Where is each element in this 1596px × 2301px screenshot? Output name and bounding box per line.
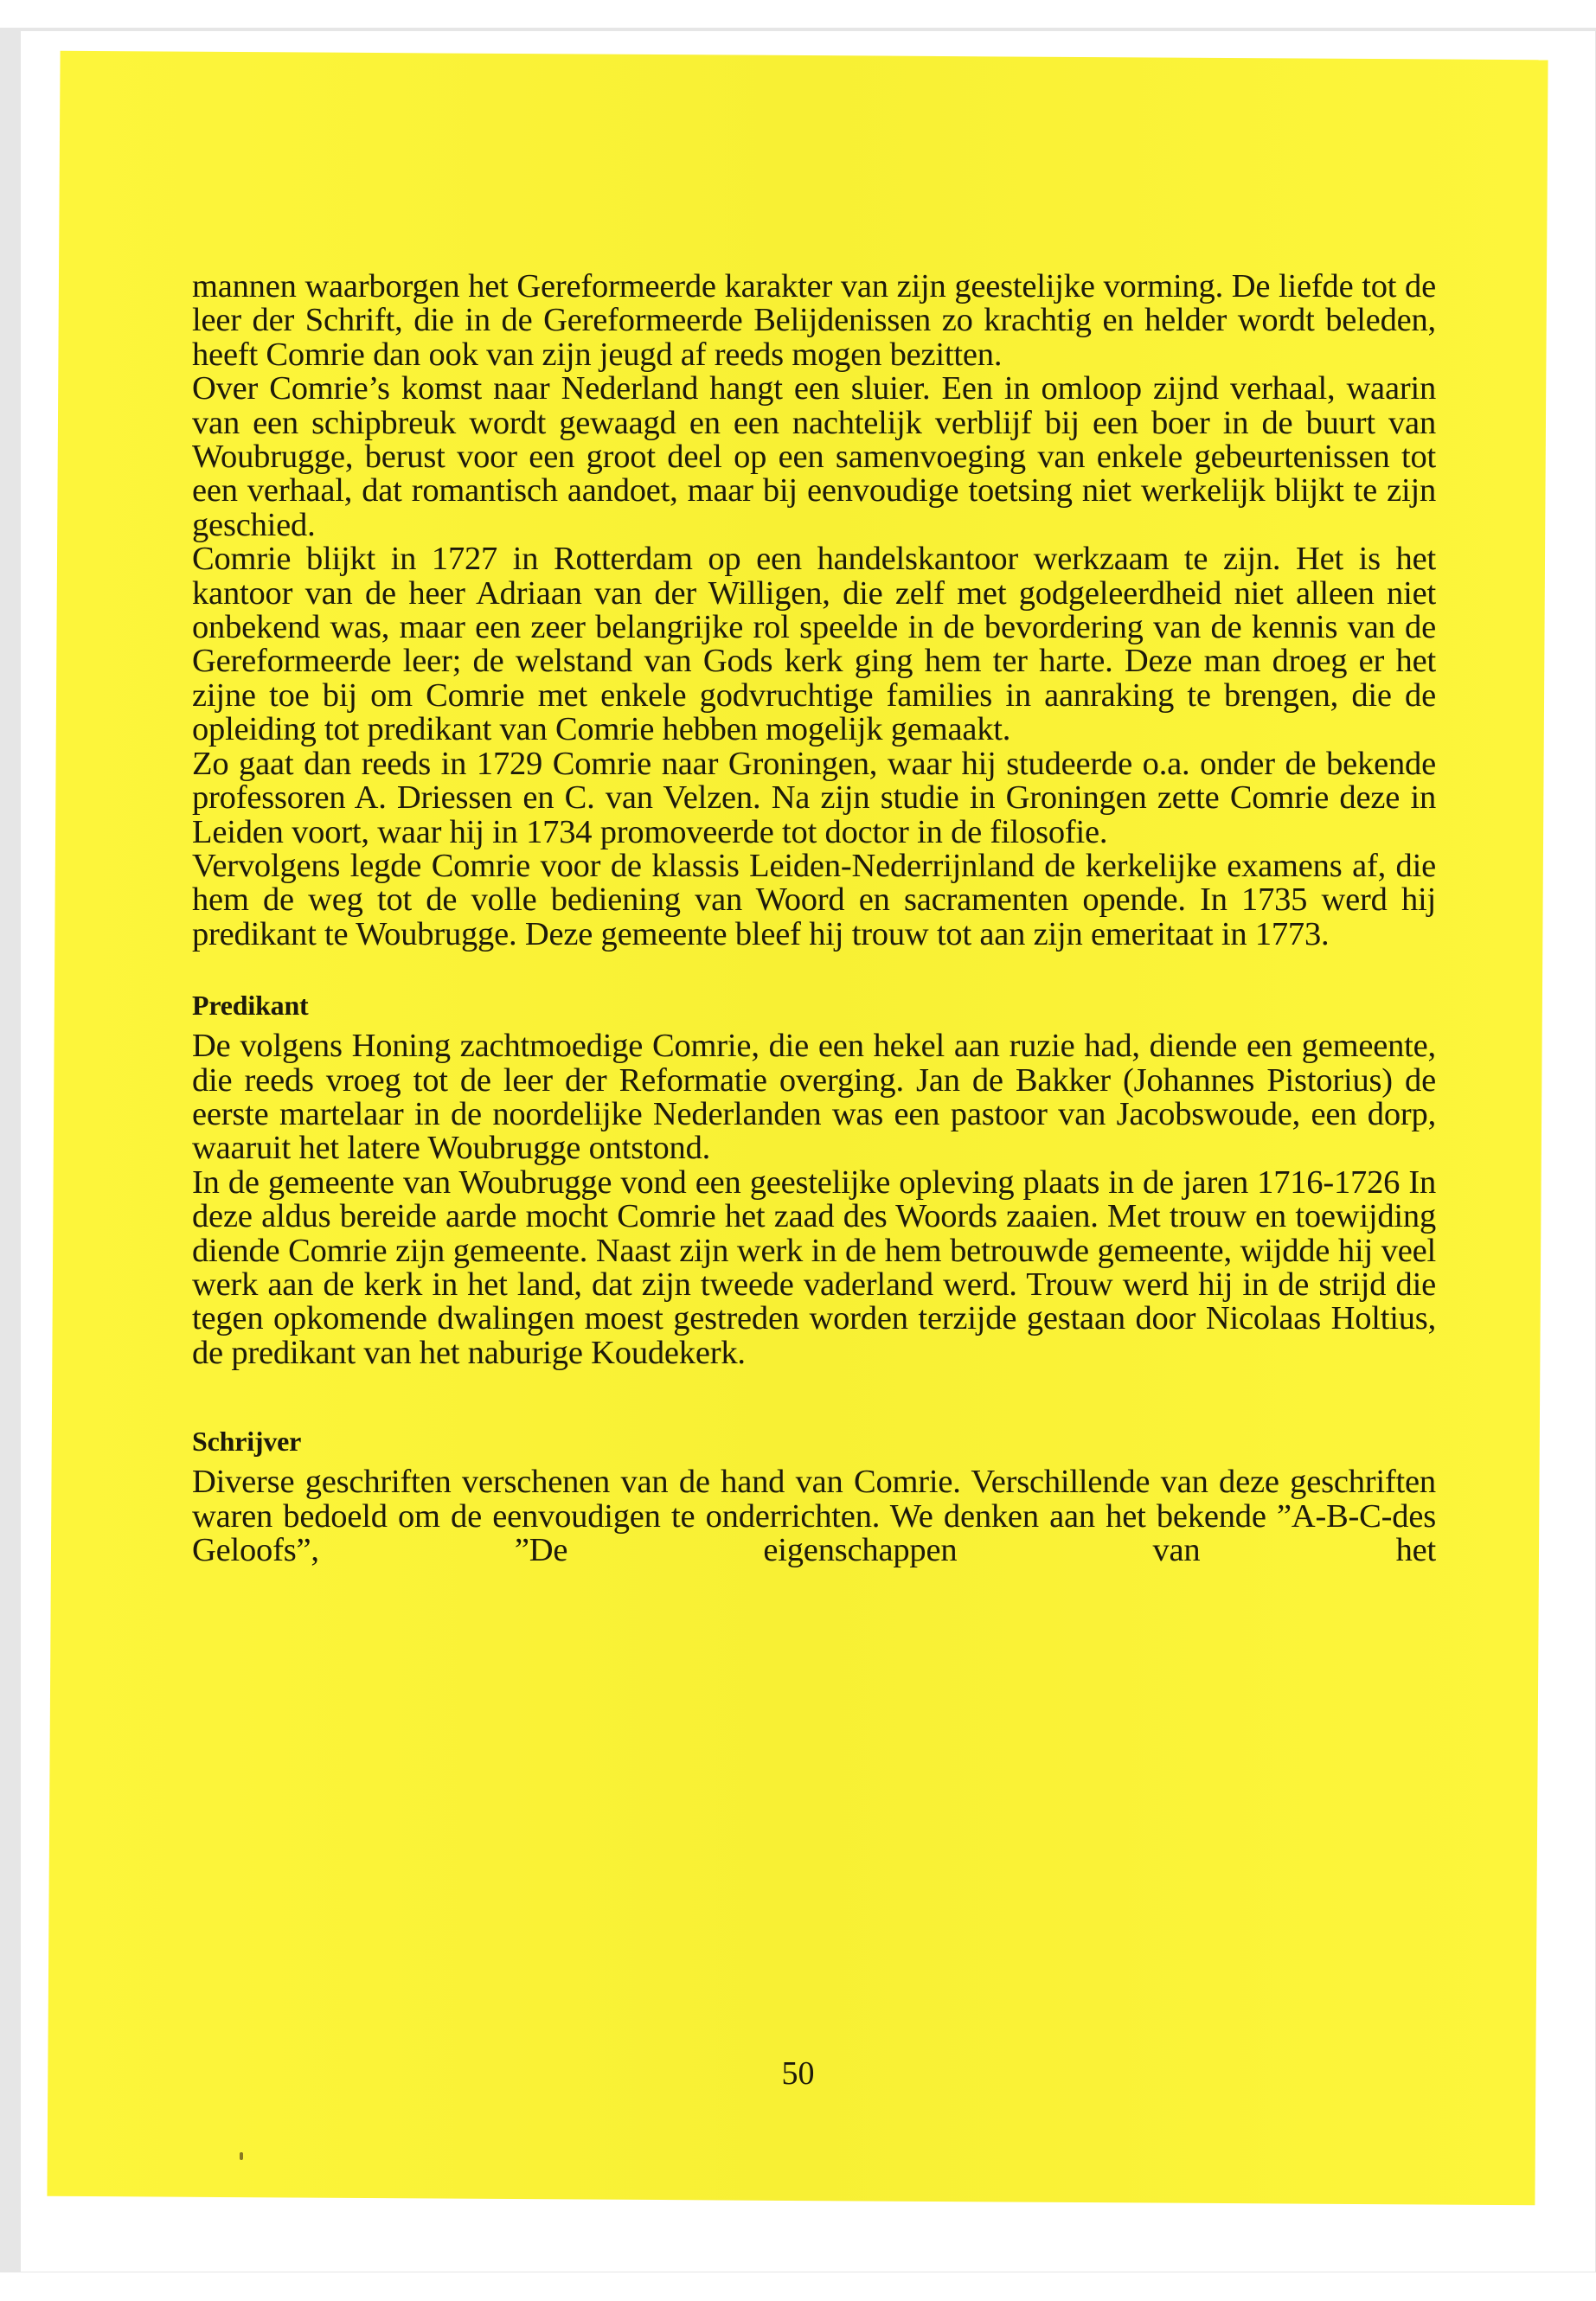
paragraph-intro-2: Over Comrie’s komst naar Nederland hangt een sluier. Een in omloop zijnd verhaal, waarin van een schipbreuk wordt gewaagd en een nachtelijk verblijf bij een boer in de buurt van Woubrugge, berust voor een groot deel op een samenvoeging van enkele gebeurtenissen tot een verhaal, dat romantisch aandoet, maar bij eenvoudige toetsing niet werkelijk blijkt te zijn geschied. <box>192 370 1436 543</box>
paragraph-predikant-2: In de gemeente van Woubrugge vond een geestelijke opleving plaats in de jaren 1716-1726 In deze aldus bereide aarde mocht Comrie het zaad des Woords zaaien. Met trouw en toewijding diende Comrie zijn gemeente. Naast zijn werk in de hem betrouwde gemeente, wijdde hij veel werk aan de kerk in het land, dat zijn tweede vaderland werd. Trouw werd hij in de strijd die tegen opkomende dwalingen moest gestreden worden terzijde gestaan door Nicolaas Holtius, de predikant van het naburige Koudekerk. <box>192 1163 1436 1371</box>
paragraph-intro-1: mannen waarborgen het Gereformeerde karakter van zijn geestelijke vorming. De liefde tot de leer der Schrift, die in de Gereformeerde Belijdenissen zo krachtig en helder wordt beleden, heeft Comrie dan ook van zijn jeugd af reeds mogen bezitten. <box>192 268 1436 373</box>
section-heading-schrijver: Schrijver <box>192 1426 302 1458</box>
paragraph-predikant-1: De volgens Honing zachtmoedige Comrie, die een hekel aan ruzie had, diende een gemeente, die reeds vroeg tot de leer der Reformatie overging. Jan de Bakker (Johannes Pistorius) de eerste martelaar in de noordelijke Nederlanden was een pastoor van Jacobswoude, een dorp, waaruit het latere Woubrugge ontstond. <box>192 1028 1436 1167</box>
paragraph-intro-3: Comrie blijkt in 1727 in Rotterdam op een handelskantoor werkzaam te zijn. Het is het kantoor van de heer Adriaan van der Willigen, die zelf met godgeleerdheid niet alleen niet onbekend was, maar een zeer belangrijke rol speelde in de bevordering van de kennis van de Gereformeerde leer; de welstand van Gods kerk ging hem ter harte. Deze man droeg er het zijne toe bij om Comrie met enkele godvruchtige families in aanraking te brengen, die de opleiding tot predikant van Comrie hebben mogelijk gemaakt. <box>192 541 1436 748</box>
paragraph-intro-5: Vervolgens legde Comrie voor de klassis Leiden-Nederrijnland de kerkelijke examens af, die hem de weg tot de volle bediening van Woord en sacramenten opende. In 1735 werd hij predikant te Woubrugge. Deze gemeente bleef hij trouw tot aan zijn emeritaat in 1773. <box>192 847 1436 952</box>
section-heading-predikant: Predikant <box>192 990 309 1022</box>
scan-speck <box>240 2152 243 2160</box>
page-body <box>192 270 1436 1567</box>
page-number: 50 <box>781 2055 815 2092</box>
paragraph-schrijver-1: Diverse geschriften verschenen van de hand van Comrie. Verschillende van deze geschriften waren bedoeld om de eenvoudigen te onderrichten. We denken aan het bekende ”A-B-C-des Geloofs”, ”De eigenschappen van het <box>192 1464 1436 1568</box>
paragraph-intro-4: Zo gaat dan reeds in 1729 Comrie naar Groningen, waar hij studeerde o.a. onder de bekende professoren A. Driessen en C. van Velzen. Na zijn studie in Groningen zette Comrie deze in Leiden voort, waar hij in 1734 promoveerde tot doctor in de filosofie. <box>192 745 1436 850</box>
